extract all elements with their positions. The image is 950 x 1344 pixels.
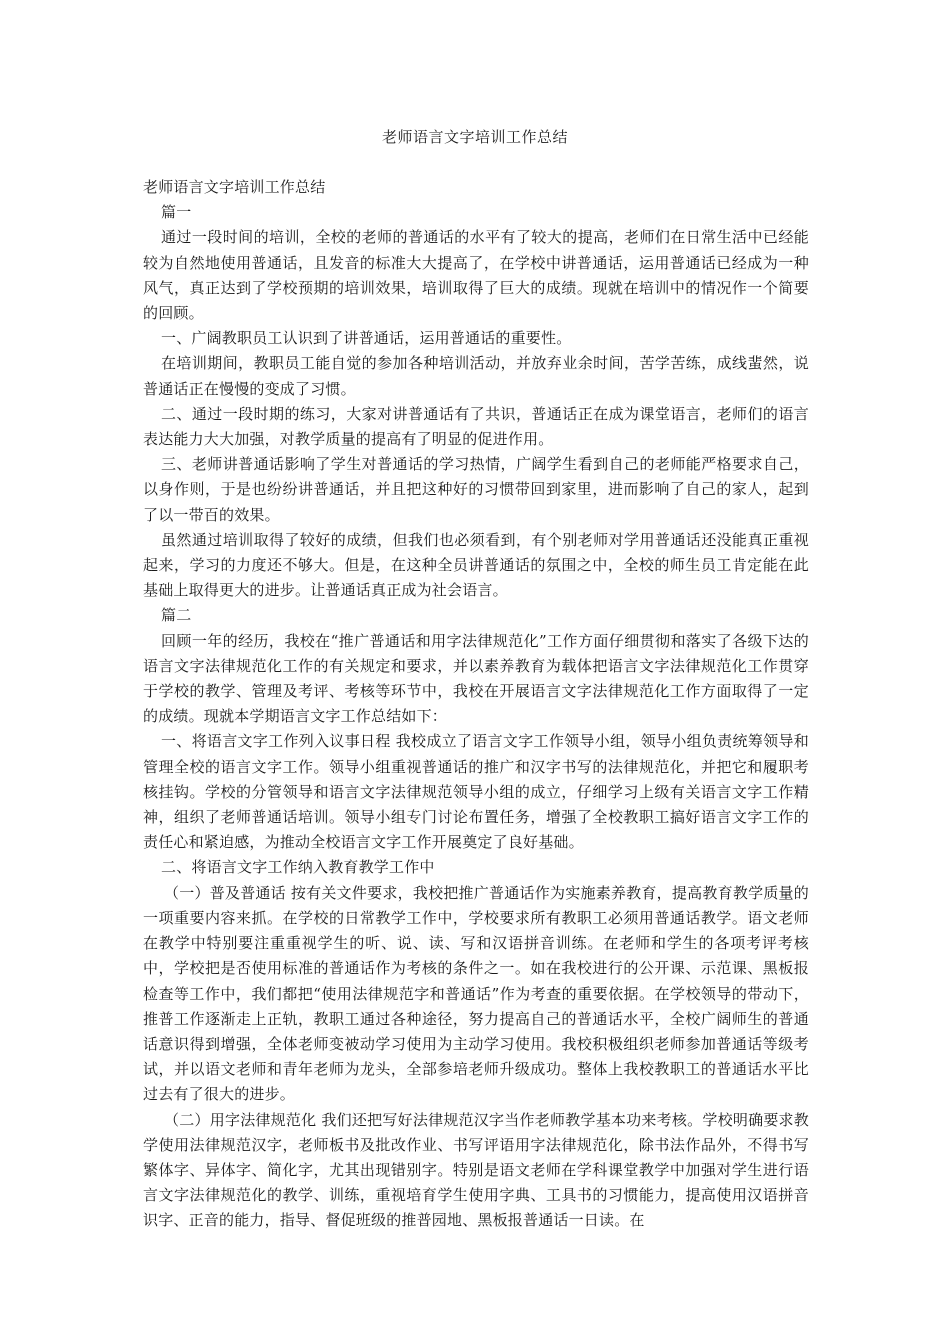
paragraph: 虽然通过培训取得了较好的成绩，但我们也必须看到，有个别老师对学用普通话还没能真正重视起来，学习的力度还不够大。但是，在这种全员讲普通话的氛围之中，全校的师生员工肯定能在此基础上取得更大的进步。让普通话真正成为社会语言。 [143, 530, 809, 600]
paragraph: 在培训期间，教职员工能自觉的参加各种培训活动，并放弃业余时间，苦学苦练，成线蜚然，说普通话正在慢慢的变成了习惯。 [143, 354, 809, 398]
paragraph: 一、将语言文字工作列入议事日程 我校成立了语言文字工作领导小组，领导小组负责统筹领导和管理全校的语言文字工作。领导小组重视普通话的推广和汉字书写的法律规范化，并把它和履职考核挂钩。学校的分管领导和语言文字法律规范领导小组的成立，仔细学习上级有关语言文字工作精神，组织了老师普通话培训。领导小组专门讨论布置任务，增强了全校教职工搞好语言文字工作的责任心和紧迫感，为推动全校语言文字工作开展奠定了良好基础。 [143, 732, 809, 852]
paragraph: （一）普及普通话 按有关文件要求，我校把推广普通话作为实施素养教育，提高教育教学质量的一项重要内容来抓。在学校的日常教学工作中，学校要求所有教职工必须用普通话教学。语文老师在教学中特别要注重重视学生的听、说、读、写和汉语拼音训练。在老师和学生的各项考评考核中，学校把是否使用标准的普通话作为考核的条件之一。如在我校进行的公开课、示范课、黑板报检查等工作中，我们都把“使用法律规范字和普通话”作为考查的重要依据。在学校领导的带动下，推普工作逐渐走上正轨，教职工通过各种途径，努力提高自己的普通话水平，全校广阔师生的普通话意识得到增强，全体老师变被动学习使用为主动学习使用。我校积极组织老师参加普通话等级考试，并以语文老师和青年老师为龙头，全部参培老师升级成功。整体上我校教职工的普通话水平比过去有了很大的进步。 [143, 883, 809, 1104]
paragraph: 回顾一年的经历，我校在“推广普通话和用字法律规范化”工作方面仔细贯彻和落实了各级下达的语言文字法律规范化工作的有关规定和要求，并以素养教育为载体把语言文字法律规范化工作贯穿于学校的教学、管理及考评、考核等环节中，我校在开展语言文字法律规范化工作方面取得了一定的成绩。现就本学期语言文字工作总结如下： [143, 631, 809, 726]
paragraph: 二、通过一段时期的练习，大家对讲普通话有了共识，普通话正在成为课堂语言，老师们的语言表达能力大大加强，对教学质量的提高有了明显的促进作用。 [143, 404, 809, 449]
paragraph: 一、广阔教职员工认识到了讲普通话，运用普通话的重要性。 [161, 329, 572, 348]
document-body [143, 175, 809, 1234]
section-label-2: 篇二 [161, 606, 192, 625]
paragraph: （二）用字法律规范化 我们还把写好法律规范汉字当作老师教学基本功来考核。学校明确要求教学使用法律规范汉字，老师板书及批改作业、书写评语用字法律规范化，除书法作品外，不得书写繁体字、异体字、简化字，尤其出现错别字。特别是语文老师在学科课堂教学中加强对学生进行语言文字法律规范化的教学、训练，重视培育学生使用字典、工具书的习惯能力，提高使用汉语拼音识字、正音的能力，指导、督促班级的推普园地、黑板报普通话一日读。在 [143, 1110, 809, 1230]
body-heading: 老师语言文字培训工作总结 [143, 178, 326, 196]
section-label-1: 篇一 [161, 203, 192, 222]
page-title: 老师语言文字培训工作总结 [381, 128, 568, 146]
paragraph: 通过一段时间的培训，全校的老师的普通话的水平有了较大的提高，老师们在日常生活中已经能较为自然地使用普通话，且发音的标准大大提高了，在学校中讲普通话，运用普通话已经成为一种风气，真正达到了学校预期的培训效果，培训取得了巨大的成绩。现就在培训中的情况作一个简要的回顾。 [143, 228, 809, 323]
paragraph: 三、老师讲普通话影响了学生对普通话的学习热情，广阔学生看到自己的老师能严格要求自己，以身作则，于是也纷纷讲普通话，并且把这种好的习惯带回到家里，进而影响了自己的家人，起到了以一带百的效果。 [143, 455, 809, 524]
paragraph: 二、将语言文字工作纳入教育教学工作中 [161, 858, 435, 877]
